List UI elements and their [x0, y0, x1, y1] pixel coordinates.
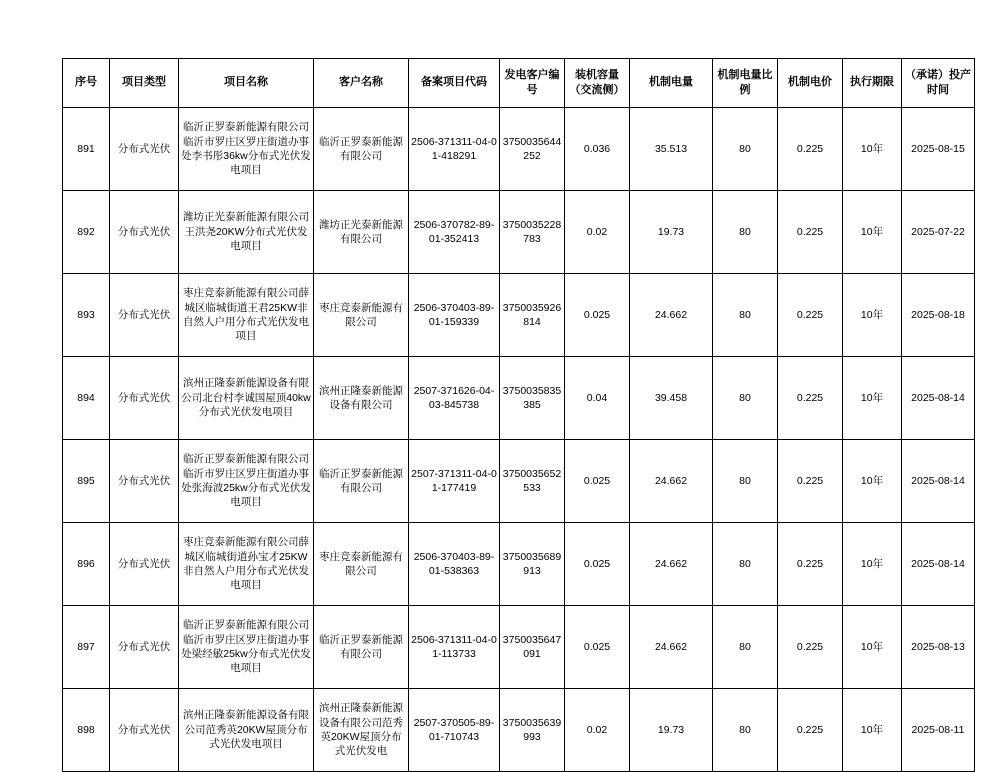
cell-energy: 19.73: [630, 689, 713, 772]
header-customer: 客户名称: [314, 59, 409, 108]
table-row: [63, 357, 975, 440]
cell-gen-no: 3750035835385: [500, 357, 565, 440]
cell-ratio: 80: [713, 108, 778, 191]
cell-name: 滨州正隆泰新能源设备有限公司北台村李诚国屋顶40kw分布式光伏发电项目: [179, 357, 314, 440]
cell-type: 分布式光伏: [110, 440, 179, 523]
cell-name: 临沂正罗泰新能源有限公司临沂市罗庄区罗庄街道办事处李书彤36kw分布式光伏发电项目: [179, 108, 314, 191]
cell-type: 分布式光伏: [110, 274, 179, 357]
cell-customer: 枣庄竞泰新能源有限公司: [314, 274, 409, 357]
header-date: （承诺）投产时间: [902, 59, 975, 108]
cell-date: 2025-08-14: [902, 357, 975, 440]
cell-customer: 临沂正罗泰新能源有限公司: [314, 606, 409, 689]
cell-customer: 临沂正罗泰新能源有限公司: [314, 440, 409, 523]
cell-code: 2506-371311-04-01-113733: [409, 606, 500, 689]
cell-type: 分布式光伏: [110, 523, 179, 606]
cell-ratio: 80: [713, 440, 778, 523]
cell-date: 2025-08-14: [902, 440, 975, 523]
cell-capacity: 0.025: [565, 440, 630, 523]
cell-code: 2506-370403-89-01-159339: [409, 274, 500, 357]
cell-price: 0.225: [778, 108, 843, 191]
cell-price: 0.225: [778, 440, 843, 523]
cell-seq: 893: [63, 274, 110, 357]
cell-date: 2025-08-11: [902, 689, 975, 772]
cell-code: 2507-371311-04-01-177419: [409, 440, 500, 523]
cell-code: 2506-370403-89-01-538363: [409, 523, 500, 606]
header-gen-no: 发电客户编号: [500, 59, 565, 108]
cell-type: 分布式光伏: [110, 689, 179, 772]
header-code: 备案项目代码: [409, 59, 500, 108]
table-header: [63, 59, 975, 108]
cell-term: 10年: [843, 523, 902, 606]
cell-energy: 39.458: [630, 357, 713, 440]
cell-name: 潍坊正光泰新能源有限公司王洪尧20KW分布式光伏发电项目: [179, 191, 314, 274]
cell-seq: 892: [63, 191, 110, 274]
cell-gen-no: 3750035647091: [500, 606, 565, 689]
header-term: 执行期限: [843, 59, 902, 108]
cell-energy: 19.73: [630, 191, 713, 274]
cell-type: 分布式光伏: [110, 606, 179, 689]
cell-seq: 898: [63, 689, 110, 772]
cell-code: 2506-370782-89-01-352413: [409, 191, 500, 274]
cell-ratio: 80: [713, 689, 778, 772]
cell-seq: 895: [63, 440, 110, 523]
header-type: 项目类型: [110, 59, 179, 108]
cell-seq: 891: [63, 108, 110, 191]
cell-name: 临沂正罗泰新能源有限公司临沂市罗庄区罗庄街道办事处梁经敏25kw分布式光伏发电项目: [179, 606, 314, 689]
cell-capacity: 0.02: [565, 689, 630, 772]
cell-capacity: 0.02: [565, 191, 630, 274]
cell-gen-no: 3750035228783: [500, 191, 565, 274]
cell-capacity: 0.025: [565, 523, 630, 606]
cell-energy: 24.662: [630, 606, 713, 689]
cell-ratio: 80: [713, 606, 778, 689]
table-row: [63, 108, 975, 191]
cell-name: 滨州正隆泰新能源设备有限公司范秀英20KW屋顶分布式光伏发电项目: [179, 689, 314, 772]
project-table: [62, 58, 975, 772]
cell-code: 2506-371311-04-01-418291: [409, 108, 500, 191]
table-row: [63, 689, 975, 772]
cell-seq: 897: [63, 606, 110, 689]
cell-type: 分布式光伏: [110, 108, 179, 191]
cell-code: 2507-370505-89-01-710743: [409, 689, 500, 772]
cell-price: 0.225: [778, 274, 843, 357]
cell-capacity: 0.025: [565, 274, 630, 357]
cell-name: 枣庄竞泰新能源有限公司薛城区临城街道王君25KW非自然人户用分布式光伏发电项目: [179, 274, 314, 357]
header-ratio: 机制电量比例: [713, 59, 778, 108]
cell-type: 分布式光伏: [110, 191, 179, 274]
cell-customer: 临沂正罗泰新能源有限公司: [314, 108, 409, 191]
cell-gen-no: 3750035652533: [500, 440, 565, 523]
header-price: 机制电价: [778, 59, 843, 108]
cell-term: 10年: [843, 191, 902, 274]
header-name: 项目名称: [179, 59, 314, 108]
cell-gen-no: 3750035644252: [500, 108, 565, 191]
cell-type: 分布式光伏: [110, 357, 179, 440]
header-row: [63, 59, 975, 108]
cell-price: 0.225: [778, 606, 843, 689]
cell-term: 10年: [843, 108, 902, 191]
cell-date: 2025-08-14: [902, 523, 975, 606]
header-capacity: 装机容量（交流侧）: [565, 59, 630, 108]
cell-customer: 滨州正隆泰新能源设备有限公司范秀英20KW屋顶分布式光伏发电: [314, 689, 409, 772]
cell-gen-no: 3750035689913: [500, 523, 565, 606]
header-seq: 序号: [63, 59, 110, 108]
cell-code: 2507-371626-04-03-845738: [409, 357, 500, 440]
cell-ratio: 80: [713, 191, 778, 274]
cell-name: 临沂正罗泰新能源有限公司临沂市罗庄区罗庄街道办事处张海波25kw分布式光伏发电项目: [179, 440, 314, 523]
cell-customer: 滨州正隆泰新能源设备有限公司: [314, 357, 409, 440]
table-row: [63, 606, 975, 689]
cell-name: 枣庄竞泰新能源有限公司薛城区临城街道孙宝才25KW非自然人户用分布式光伏发电项目: [179, 523, 314, 606]
cell-price: 0.225: [778, 357, 843, 440]
cell-capacity: 0.04: [565, 357, 630, 440]
header-energy: 机制电量: [630, 59, 713, 108]
table-row: [63, 523, 975, 606]
cell-term: 10年: [843, 689, 902, 772]
table-body: [63, 108, 975, 772]
cell-price: 0.225: [778, 689, 843, 772]
cell-date: 2025-08-18: [902, 274, 975, 357]
cell-date: 2025-08-15: [902, 108, 975, 191]
cell-customer: 潍坊正光泰新能源有限公司: [314, 191, 409, 274]
cell-term: 10年: [843, 440, 902, 523]
table-container: [62, 58, 971, 772]
table-row: [63, 274, 975, 357]
cell-term: 10年: [843, 274, 902, 357]
table-row: [63, 440, 975, 523]
cell-date: 2025-07-22: [902, 191, 975, 274]
cell-seq: 894: [63, 357, 110, 440]
table-row: [63, 191, 975, 274]
cell-price: 0.225: [778, 523, 843, 606]
cell-gen-no: 3750035926814: [500, 274, 565, 357]
cell-price: 0.225: [778, 191, 843, 274]
cell-customer: 枣庄竞泰新能源有限公司: [314, 523, 409, 606]
cell-ratio: 80: [713, 274, 778, 357]
cell-ratio: 80: [713, 523, 778, 606]
cell-term: 10年: [843, 606, 902, 689]
cell-date: 2025-08-13: [902, 606, 975, 689]
cell-capacity: 0.036: [565, 108, 630, 191]
cell-term: 10年: [843, 357, 902, 440]
cell-energy: 35.513: [630, 108, 713, 191]
cell-seq: 896: [63, 523, 110, 606]
cell-capacity: 0.025: [565, 606, 630, 689]
cell-ratio: 80: [713, 357, 778, 440]
cell-energy: 24.662: [630, 274, 713, 357]
cell-gen-no: 3750035639993: [500, 689, 565, 772]
cell-energy: 24.662: [630, 523, 713, 606]
cell-energy: 24.662: [630, 440, 713, 523]
